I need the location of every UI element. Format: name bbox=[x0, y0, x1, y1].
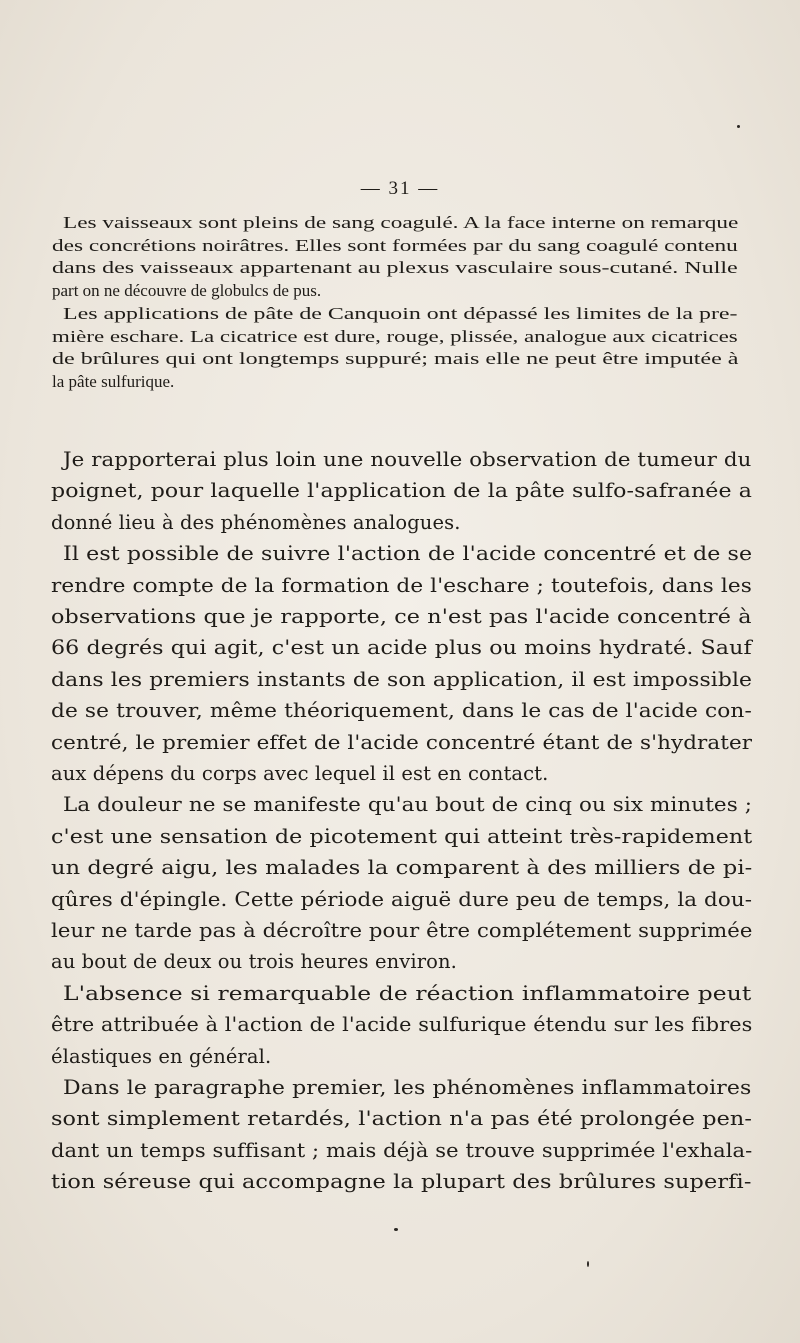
text-line: dans des vaisseaux appartenant au plexus vasculaire sous-cutané. Nulle bbox=[52, 258, 738, 278]
text-line: observations que je rapporte, ce n'est pas l'acide concentré à bbox=[51, 605, 752, 628]
text-line: dant un temps suffisant ; mais déjà se trouve supprimée l'exhala- bbox=[51, 1138, 753, 1162]
ink-speck bbox=[587, 1261, 589, 1267]
text-line: qûres d'épingle. Cette période aiguë dure peu de temps, la dou- bbox=[51, 887, 753, 911]
text-line: élastiques en général. bbox=[51, 1044, 272, 1068]
text-line: Je rapporterai plus loin une nouvelle observation de tumeur du bbox=[63, 448, 752, 471]
text-line: centré, le premier effet de l'acide concentré étant de s'hydrater bbox=[51, 730, 753, 754]
ink-speck bbox=[394, 1228, 398, 1231]
text-line: un degré aigu, les malades la comparent à des milliers de pi- bbox=[51, 856, 753, 880]
text-line: la pâte sulfurique. bbox=[52, 371, 175, 391]
text-line: au bout de deux ou trois heures environ. bbox=[51, 950, 457, 974]
text-line: Dans le paragraphe premier, les phénomènes inflammatoires bbox=[63, 1076, 752, 1099]
text-line: dans les premiers instants de son application, il est impossible bbox=[51, 667, 753, 691]
page-number: — 31 — bbox=[360, 178, 440, 199]
text-line: Il est possible de suivre l'action de l'acide concentré et de se bbox=[63, 542, 753, 566]
text-line: aux dépens du corps avec lequel il est en contact. bbox=[51, 762, 549, 785]
text-line: poignet, pour laquelle l'application de la pâte sulfo-safranée a bbox=[51, 479, 752, 503]
text-line: des concrétions noirâtres. Elles sont formées par du sang coagulé contenu bbox=[52, 235, 738, 255]
text-line: Les vaisseaux sont pleins de sang coagulé. A la face interne on remarque bbox=[63, 213, 739, 232]
text-line: de brûlures qui ont longtemps suppuré; mais elle ne peut être imputée à bbox=[52, 349, 739, 369]
text-line: c'est une sensation de picotement qui atteint très-rapidement bbox=[51, 824, 753, 848]
ink-speck bbox=[737, 125, 740, 128]
text-line: tion séreuse qui accompagne la plupart des brûlures superfi- bbox=[51, 1170, 752, 1194]
text-line: être attribuée à l'action de l'acide sulfurique étendu sur les fibres bbox=[51, 1013, 753, 1037]
text-line: sont simplement retardés, l'action n'a pas été prolongée pen- bbox=[51, 1107, 753, 1131]
text-line: rendre compte de la formation de l'eschare ; toutefois, dans les bbox=[51, 573, 752, 597]
text-line: Les applications de pâte de Canquoin ont dépassé les limites de la pre- bbox=[63, 303, 738, 323]
text-line: L'absence si remarquable de réaction inflammatoire peut bbox=[63, 981, 752, 1005]
text-line: La douleur ne se manifeste qu'au bout de cinq ou six minutes ; bbox=[63, 793, 753, 817]
text-line: mière eschare. La cicatrice est dure, rouge, plissée, analogue aux cicatrices bbox=[52, 326, 738, 346]
text-line: de se trouver, même théoriquement, dans le cas de l'acide con- bbox=[51, 699, 752, 723]
text-line: part on ne découvre de globulcs de pus. bbox=[52, 281, 322, 301]
text-line: leur ne tarde pas à décroître pour être complétement supprimée bbox=[51, 919, 753, 942]
text-line: 66 degrés qui agit, c'est un acide plus ou moins hydraté. Sauf bbox=[51, 636, 752, 660]
text-line: donné lieu à des phénomènes analogues. bbox=[51, 510, 461, 534]
